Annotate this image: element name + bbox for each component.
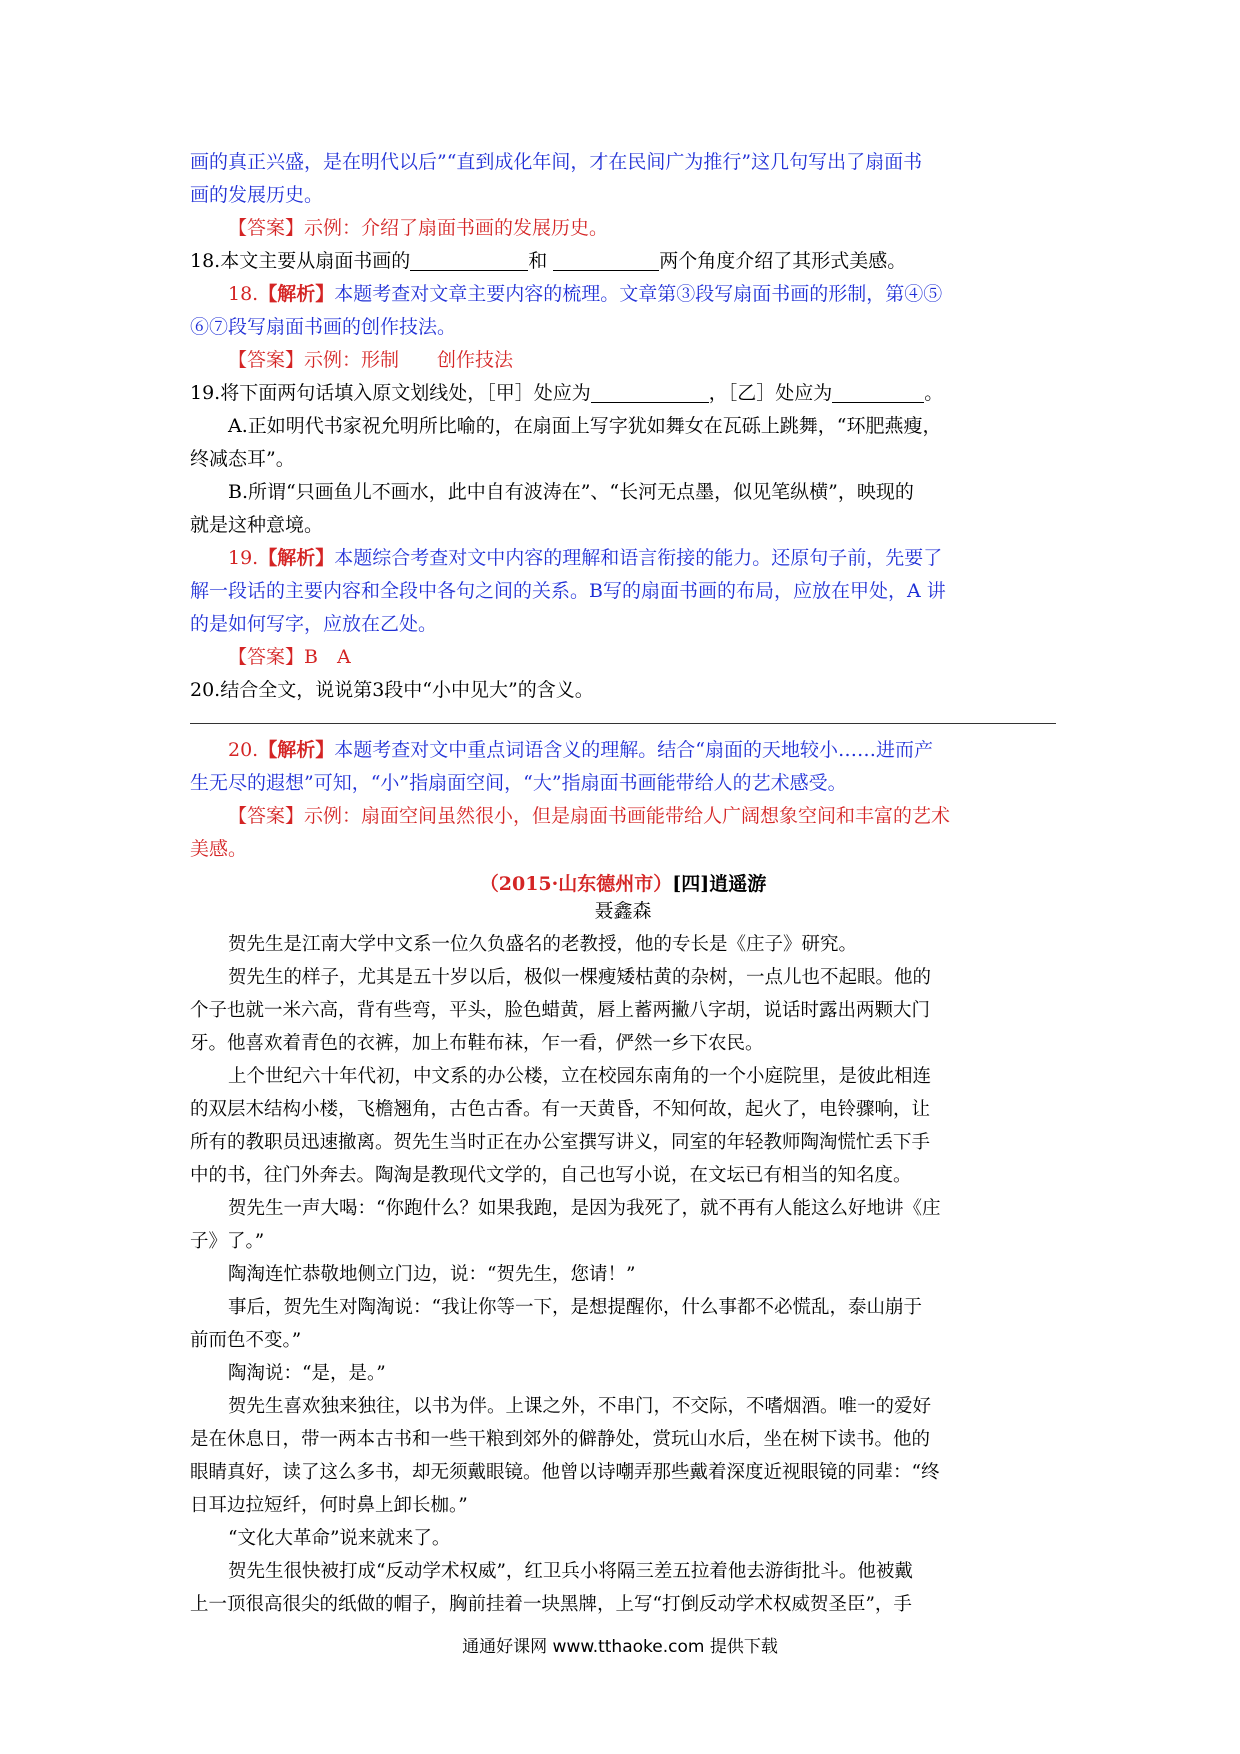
answer-line <box>190 800 1056 833</box>
analysis-tag: 【解析】 <box>258 739 335 761</box>
question-18 <box>190 245 1056 278</box>
answer-tag: 【答案】 <box>228 805 305 827</box>
analysis-text: 的是如何写字，应放在乙处。 <box>190 613 438 635</box>
option-b: B.所谓“只画鱼儿不画水，此中自有波涛在”、“长河无点墨，似见笔纵横”，映现的 <box>228 481 914 503</box>
analysis-19 <box>190 542 1056 575</box>
article-line: 中的书，往门外奔去。陶淘是教现代文学的，自己也写小说，在文坛已有相当的知名度。 <box>190 1165 912 1186</box>
option-a: 终减态耳”。 <box>190 448 295 470</box>
article-line: 贺先生很快被打成“反动学术权威”，红卫兵小将隔三差五拉着他去游街批斗。他被戴 <box>228 1561 913 1582</box>
article-author: 聂鑫森 <box>594 900 652 922</box>
article-line: 陶淘说：“是，是。” <box>228 1363 386 1384</box>
analysis-text: 本题考查对文章主要内容的梳理。文章第③段写扇面书画的形制，第④⑤ <box>334 283 943 305</box>
analysis-text: 解一段话的主要内容和全段中各句之间的关系。B写的扇面书画的布局，应放在甲处，A 讲 <box>190 580 946 602</box>
question-19 <box>190 377 1056 410</box>
answer-line <box>190 212 1056 245</box>
question-text: 18.本文主要从扇面书画的 <box>190 250 411 272</box>
answer-text: 示例：介绍了扇面书画的发展历史。 <box>304 217 609 239</box>
article-line: 是在休息日，带一两本古书和一些干粮到郊外的僻静处，赏玩山水后，坐在树下读书。他的 <box>190 1429 931 1450</box>
answer-text: 示例：形制 创作技法 <box>304 349 514 371</box>
article-line: “文化大革命”说来就来了。 <box>228 1528 451 1549</box>
analysis-text: ⑥⑦段写扇面书画的创作技法。 <box>190 316 457 338</box>
article-line: 眼睛真好，读了这么多书，却无须戴眼镜。他曾以诗嘲弄那些戴着深度近视眼镜的同辈：“终 <box>190 1462 940 1483</box>
fill-blank <box>591 380 709 403</box>
article-line: 陶淘连忙恭敬地侧立门边，说：“贺先生，您请！” <box>228 1264 636 1285</box>
analysis-number: 18. <box>228 283 259 305</box>
article-line: 牙。他喜欢着青色的衣裤，加上布鞋布袜，乍一看，俨然一乡下农民。 <box>190 1033 764 1054</box>
document-page <box>190 146 1056 1621</box>
article-line: 贺先生的样子，尤其是五十岁以后，极似一棵瘦矮枯黄的杂树，一点儿也不起眼。他的 <box>228 967 932 988</box>
analysis-tag: 【解析】 <box>258 283 335 305</box>
article-line: 上一顶很高很尖的纸做的帽子，胸前挂着一块黑牌，上写“打倒反动学术权威贺圣臣”，手 <box>190 1594 912 1615</box>
analysis-text: 画的真正兴盛，是在明代以后”“直到成化年间，才在民间广为推行”这几句写出了扇面书 <box>190 151 923 173</box>
answer-line <box>190 641 1056 674</box>
answer-text: B A <box>304 646 351 668</box>
question-text: ，［乙］处应为 <box>708 382 833 404</box>
analysis-text: 生无尽的遐想”可知，“小”指扇面空间，“大”指扇面书画能带给人的艺术感受。 <box>190 772 847 794</box>
article-line: 个子也就一米六高，背有些弯，平头，脸色蜡黄，唇上蓄两撇八字胡，说话时露出两颗大门 <box>190 1000 931 1021</box>
question-text: 。 <box>924 382 944 404</box>
answer-tag: 【答案】 <box>228 217 305 239</box>
answer-tag: 【答案】 <box>228 646 305 668</box>
article-line: 贺先生是江南大学中文系一位久负盛名的老教授，他的专长是《庄子》研究。 <box>228 934 858 955</box>
page-footer: 通通好课网 www.tthaoke.com 提供下载 <box>462 1637 778 1657</box>
fill-blank <box>832 380 924 403</box>
article-line: 前而色不变。” <box>190 1330 302 1351</box>
analysis-text: 本题综合考查对文中内容的理解和语言衔接的能力。还原句子前，先要了 <box>334 547 943 569</box>
question-text: 和 <box>528 250 554 272</box>
question-text: 两个角度介绍了其形式美感。 <box>659 250 907 272</box>
answer-line <box>190 344 1056 377</box>
question-20: 20.结合全文，说说第3段中“小中见大”的含义。 <box>190 679 594 701</box>
article-line: 的双层木结构小楼，飞檐翘角，古色古香。有一天黄昏，不知何故，起火了，电铃骤响，让 <box>190 1099 931 1120</box>
answer-text: 美感。 <box>190 838 248 860</box>
analysis-text: 画的发展历史。 <box>190 184 324 206</box>
article-section-title: [四]逍遥游 <box>672 873 767 895</box>
answer-text: 示例：扇面空间虽然很小，但是扇面书画能带给人广阔想象空间和丰富的艺术 <box>304 805 951 827</box>
article-line: 贺先生一声大喝：“你跑什么？如果我跑，是因为我死了，就不再有人能这么好地讲《庄 <box>228 1198 941 1219</box>
article-line: 事后，贺先生对陶淘说：“我让你等一下，是想提醒你，什么事都不必慌乱，泰山崩于 <box>228 1297 922 1318</box>
option-a: A.正如明代书家祝允明所比喻的，在扇面上写字犹如舞女在瓦砾上跳舞，“环肥燕瘦， <box>228 415 942 437</box>
analysis-number: 20. <box>228 739 259 761</box>
analysis-tag: 【解析】 <box>258 547 335 569</box>
fill-blank <box>553 248 659 271</box>
article-source: （2015·山东德州市） <box>479 873 673 895</box>
analysis-number: 19. <box>228 547 259 569</box>
article-line: 子》了。” <box>190 1231 265 1252</box>
article-title <box>190 870 1056 898</box>
article-line: 所有的教职员迅速撤离。贺先生当时正在办公室撰写讲义，同室的年轻教师陶淘慌忙丢下手 <box>190 1132 931 1153</box>
article-line: 贺先生喜欢独来独往，以书为伴。上课之外，不串门，不交际，不嗜烟酒。唯一的爱好 <box>228 1396 932 1417</box>
analysis-text: 本题考查对文中重点词语含义的理解。结合“扇面的天地较小……进而产 <box>334 739 933 761</box>
analysis-18 <box>190 278 1056 311</box>
answer-line-divider <box>190 723 1056 724</box>
answer-tag: 【答案】 <box>228 349 305 371</box>
article-body <box>190 928 1056 1621</box>
question-text: 19.将下面两句话填入原文划线处，［甲］处应为 <box>190 382 591 404</box>
fill-blank <box>410 248 528 271</box>
article-line: 上个世纪六十年代初，中文系的办公楼，立在校园东南角的一个小庭院里，是彼此相连 <box>228 1066 932 1087</box>
analysis-20 <box>190 734 1056 767</box>
article-line: 日耳边拉短纤，何时鼻上卸长枷。” <box>190 1495 468 1516</box>
option-b: 就是这种意境。 <box>190 514 324 536</box>
